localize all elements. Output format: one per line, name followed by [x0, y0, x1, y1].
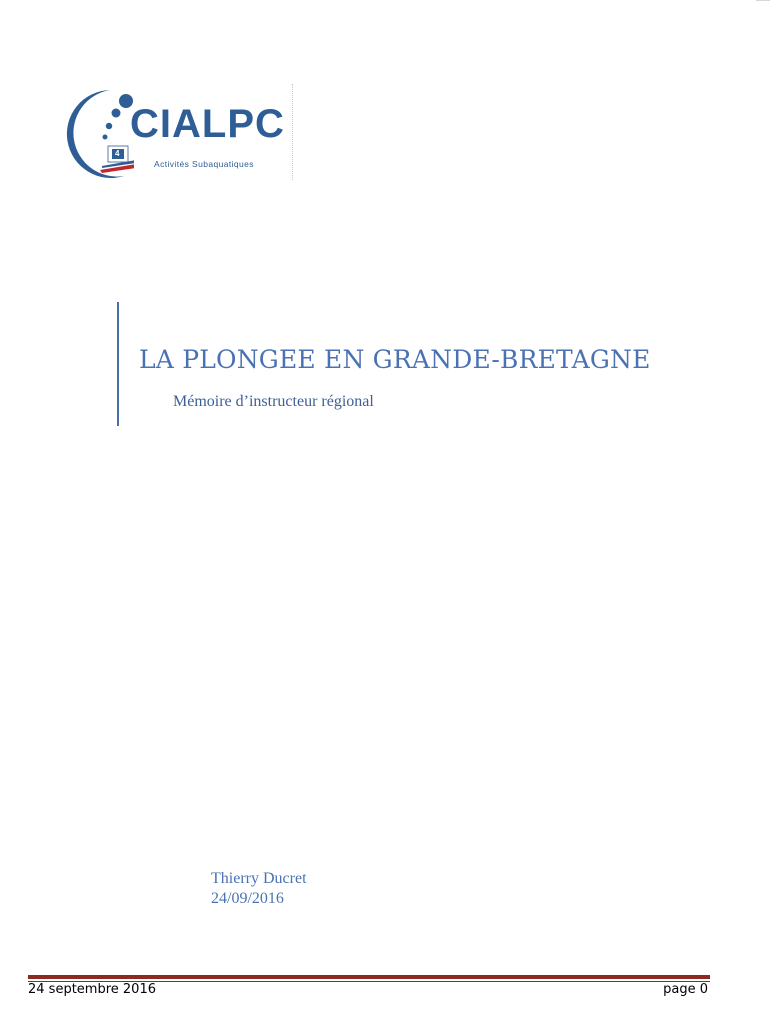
- footer-rule: [28, 975, 710, 979]
- document-date: 24/09/2016: [211, 890, 284, 907]
- logo-crop-marks: [292, 84, 295, 180]
- footer-page-number: page 0: [663, 982, 708, 997]
- title-accent-bar: [117, 302, 119, 426]
- logo-crescent-icon: [64, 84, 134, 180]
- author-block: [211, 869, 307, 909]
- corner-mark: [756, 0, 770, 1]
- logo-tagline: Activités Subaquatiques: [154, 159, 254, 169]
- footer-date: 24 septembre 2016: [28, 982, 156, 997]
- cialpc-logo: [64, 84, 296, 180]
- document-title: LA PLONGEE EN GRANDE-BRETAGNE: [139, 345, 651, 374]
- author-name: Thierry Ducret: [211, 870, 307, 887]
- logo-badge-number: 4: [115, 149, 120, 158]
- document-subtitle: Mémoire d’instructeur régional: [173, 393, 374, 410]
- logo-wordmark: CIALPC: [130, 102, 285, 146]
